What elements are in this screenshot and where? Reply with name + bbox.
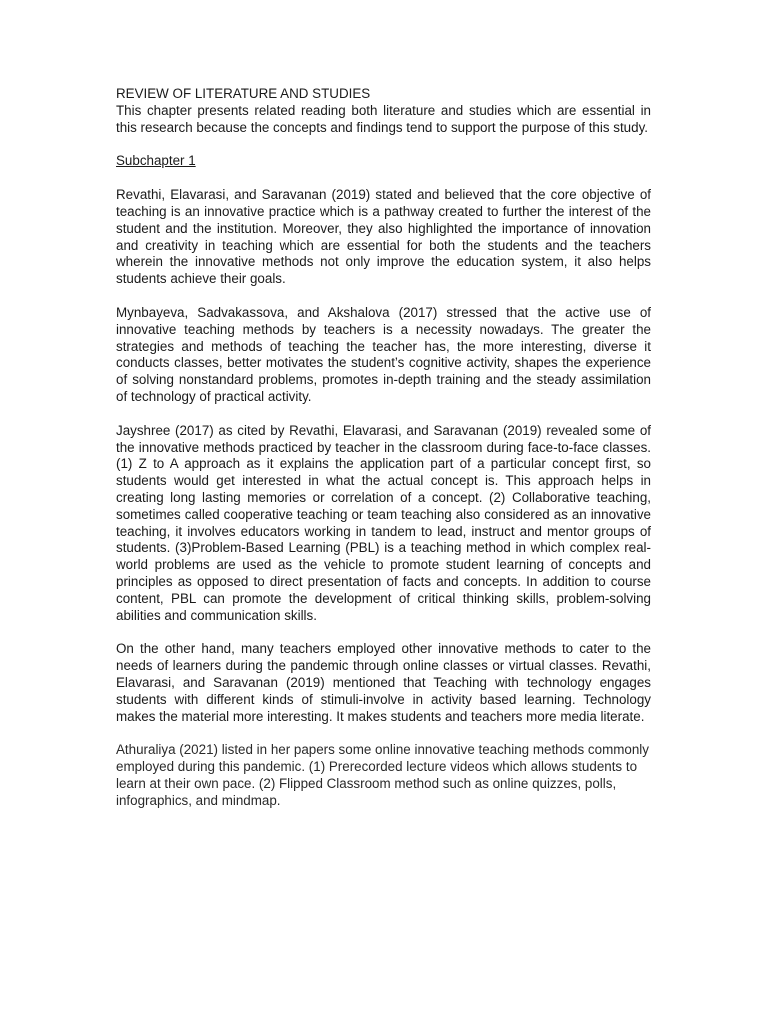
body-paragraph-3: Jayshree (2017) as cited by Revathi, Elavarasi, and Saravanan (2019) revealed some of the innovative methods practiced by teacher in the classroom during face-to-face classes. (1) Z to A approach as it explains the application part of a particular concept first, so students would get interested in what the actual concept is. This approach helps in creating long lasting memories or correlation of a concept. (2) Collaborative teaching, sometimes called cooperative teaching or team teaching also considered as an innovative teaching, it involves educators working in tandem to lead, instruct and mentor groups of students. (3)Problem-Based Learning (PBL) is a teaching method in which complex real-world problems are used as the vehicle to promote student learning of concepts and principles as opposed to direct presentation of facts and concepts. In addition to course content, PBL can promote the development of critical thinking skills, problem-solving abilities and communication skills. bbox=[116, 422, 651, 623]
spacer bbox=[116, 406, 651, 423]
spacer bbox=[116, 725, 651, 742]
intro-paragraph: This chapter presents related reading both literature and studies which are essential in this research because the concepts and findings tend to support the purpose of this study. bbox=[116, 102, 651, 135]
body-paragraph-1: Revathi, Elavarasi, and Saravanan (2019) stated and believed that the core objective of teaching is an innovative practice which is a pathway created to further the interest of the student and the institution. Moreover, they also highlighted the importance of innovation and creativity in teaching which are essential for both the students and the teachers wherein the innovative methods not only improve the education system, it also helps students achieve their goals. bbox=[116, 187, 651, 287]
body-paragraph-4: On the other hand, many teachers employed other innovative methods to cater to the needs of learners during the pandemic through online classes or virtual classes. Revathi, Elavarasi, and Saravanan (2019) mentioned that Teaching with technology engages students with different kinds of stimuli-involve in activity based learning. Technology makes the material more interesting. It makes students and teachers more media literate. bbox=[116, 641, 651, 724]
document-page bbox=[116, 86, 651, 809]
document-title: REVIEW OF LITERATURE AND STUDIES bbox=[116, 86, 371, 101]
spacer bbox=[116, 170, 651, 187]
spacer bbox=[116, 136, 651, 153]
body-paragraph-2: Mynbayeva, Sadvakassova, and Akshalova (2017) stressed that the active use of innovative teaching methods by teachers is a necessity nowadays. The greater the strategies and methods of teaching the teacher has, the more interesting, diverse it conducts classes, better motivates the student’s cognitive activity, shapes the experience of solving nonstandard problems, promotes in-depth training and the steady assimilation of technology of practical activity. bbox=[116, 304, 651, 404]
spacer bbox=[116, 624, 651, 641]
subchapter-heading: Subchapter 1 bbox=[116, 153, 196, 169]
body-paragraph-5: Athuraliya (2021) listed in her papers some online innovative teaching methods commonly employed during this pandemic. (1) Prerecorded lecture videos which allows students to learn at their own pace. (2) Flipped Classroom method such as online quizzes, polls, infographics, and mindmap. bbox=[116, 742, 649, 808]
spacer bbox=[116, 288, 651, 305]
